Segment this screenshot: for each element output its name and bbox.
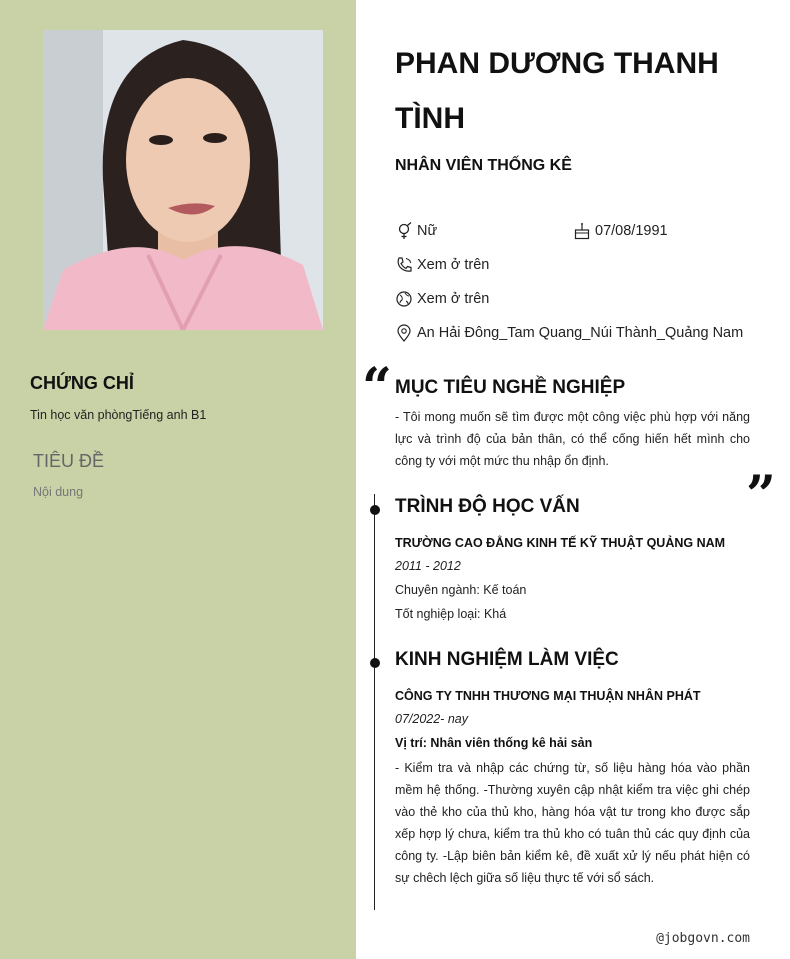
education-period: 2011 - 2012 [395, 559, 461, 573]
experience-title: KINH NGHIỆM LÀM VIỆC [395, 649, 619, 670]
watermark: @jobgovn.com [656, 931, 750, 946]
education-school: TRƯỜNG CAO ĐẲNG KINH TẾ KỸ THUẬT QUẢNG NAM [395, 536, 726, 550]
phone-row [395, 256, 489, 274]
web-value: Xem ở trên [417, 291, 490, 307]
location-icon [395, 324, 413, 342]
cake-icon [573, 222, 591, 240]
main-content [356, 0, 790, 959]
address-row [395, 324, 743, 342]
experience-description: - Kiểm tra và nhập các chứng từ, số liệu hàng hóa vào phần mềm hệ thống. -Thường xuyên cập nhật kiểm tra việc ghi chép vào thẻ kho của thủ kho, hàng hóa vật tư trong kho được sắp xếp hợp lý chưa, kiểm tra thủ kho có tuân thủ các quy định của công ty. -Lập biên bản kiểm kê, đề xuất xử lý nếu phát hiện có sự chêch lệch giữa số liệu thực tế với sổ sách. [395, 761, 750, 885]
quote-close-icon: ” [746, 465, 776, 526]
address-value: An Hải Đông_Tam Quang_Núi Thành_Quảng Nam [417, 325, 744, 341]
education-major: Chuyên ngành: Kế toán [395, 583, 527, 597]
birthdate-value: 07/08/1991 [595, 223, 668, 239]
education-title: TRÌNH ĐỘ HỌC VẤN [395, 496, 580, 517]
timeline-dot-education [370, 505, 380, 515]
experience-period: 07/2022- nay [395, 712, 468, 726]
candidate-name: PHAN DƯƠNG THANH TÌNH [395, 47, 719, 135]
certificates-title: CHỨNG CHỈ [30, 373, 134, 393]
sidebar [0, 0, 356, 959]
profile-photo [43, 30, 323, 330]
experience-company: CÔNG TY TNHH THƯƠNG MẠI THUẬN NHÂN PHÁT [395, 689, 701, 703]
quote-open-icon: “ [362, 357, 392, 418]
timeline-dot-experience [370, 658, 380, 668]
objective-title: MỤC TIÊU NGHỀ NGHIỆP [395, 377, 626, 398]
job-title: NHÂN VIÊN THỐNG KÊ [395, 157, 572, 174]
experience-position: Vị trí: Nhân viên thống kê hải sản [395, 736, 593, 750]
education-grade: Tốt nghiệp loại: Khá [395, 607, 507, 621]
globe-icon [395, 290, 413, 308]
timeline-line [374, 494, 375, 910]
phone-value: Xem ở trên [417, 257, 490, 273]
placeholder-text: Nội dung [33, 485, 84, 499]
gender-row [395, 222, 437, 240]
birthdate-row [573, 222, 668, 240]
objective-text: - Tôi mong muốn sẽ tìm được một công việc phù hợp với năng lực và trình độ của bản thân, có thể cống hiến hết mình cho công ty với một mức thu nhập ổn định. [395, 410, 750, 468]
placeholder-title: TIÊU ĐỀ [33, 451, 105, 471]
gender-value: Nữ [417, 223, 438, 239]
gender-icon [395, 222, 413, 240]
certificates-text: Tin học văn phòngTiếng anh B1 [30, 408, 207, 422]
phone-icon [395, 256, 413, 274]
web-row [395, 290, 489, 308]
